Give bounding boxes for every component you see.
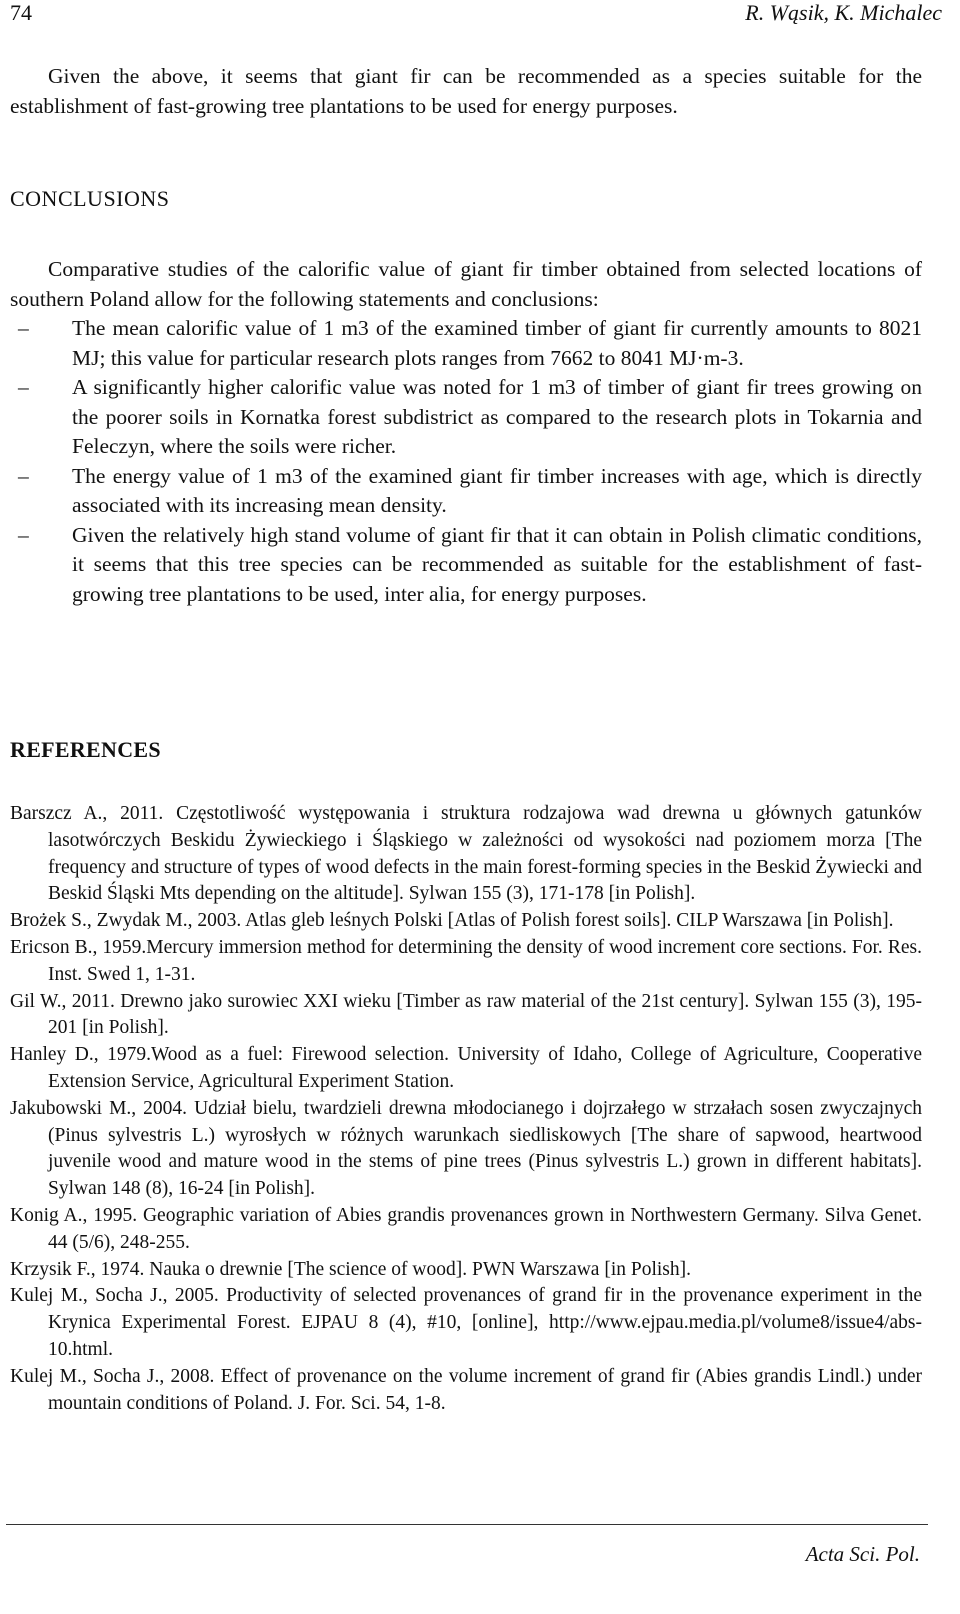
bullet-dash: – (18, 316, 29, 340)
conclusion-item (10, 373, 922, 462)
reference-item: Konig A., 1995. Geographic variation of Abies grandis provenances grown in Northwestern Germany. Silva Genet. 44 (5/6), 248-255. (10, 1204, 922, 1253)
conclusion-item (10, 462, 922, 521)
conclusions-lead: Comparative studies of the calorific value of giant fir timber obtained from selected locations of southern Poland allow for the following statements and conclusions: (10, 257, 922, 311)
reference-item: Hanley D., 1979.Wood as a fuel: Firewood selection. University of Idaho, College of Agriculture, Cooperative Extension Service, Agricultural Experiment Station. (10, 1044, 922, 1092)
conclusion-item (10, 314, 922, 373)
reference-item: Krzysik F., 1974. Nauka o drewnie [The science of wood]. PWN Warszawa [in Polish]. (10, 1258, 692, 1280)
references-list (10, 801, 922, 1417)
footer-divider (6, 1524, 928, 1525)
bullet-dash: – (18, 522, 29, 547)
reference-item: Gil W., 2011. Drewno jako surowiec XXI wieku [Timber as raw material of the 21st century]. Sylwan 155 (3), 195-201 [in Polish]. (10, 990, 922, 1039)
running-head-authors: R. Wąsik, K. Michalec (745, 0, 942, 25)
references-heading: REFERENCES (10, 737, 161, 762)
page-number: 74 (10, 0, 32, 25)
reference-item: Kulej M., Socha J., 2005. Productivity of selected provenances of grand fir in the provenance experiment in the Krynica Experimental Forest. EJPAU 8 (4), #10, [online], http://www.ejpau.media.pl/volume8/issue4/abs-10.html. (10, 1285, 922, 1360)
journal-name: Acta Sci. Pol. (805, 1542, 920, 1566)
reference-item: Brożek S., Zwydak M., 2003. Atlas gleb leśnych Polski [Atlas of Polish forest soils]. CILP Warszawa [in Polish]. (10, 910, 894, 932)
conclusion-text: Given the relatively high stand volume of giant fir that it can obtain in Polish climatic conditions, it seems that this tree species can be recommended as suitable for the establishment of fast-growing tree plantations to be used, inter alia, for energy purposes. (72, 522, 922, 606)
conclusions-list (10, 314, 922, 609)
reference-item: Kulej M., Socha J., 2008. Effect of provenance on the volume increment of grand fir (Abies grandis Lindl.) under mountain conditions of Poland. J. For. Sci. 54, 1-8. (10, 1365, 922, 1414)
conclusion-item (10, 521, 922, 610)
conclusion-text: The mean calorific value of 1 m3 of the examined timber of giant fir currently amounts to 8021 MJ; this value for particular research plots ranges from 7662 to 8041 MJ·m-3. (72, 316, 922, 370)
conclusions-heading: CONCLUSIONS (10, 186, 170, 211)
reference-item: Barszcz A., 2011. Częstotliwość występowania i struktura rodzajowa wad drewna u głównych gatunków lasotwórczych Beskidu Żywieckiego i Śląskiego w zależności od wysokości nad poziomem morza [The frequency and structure of types of wood defects in the main forest-forming species in the Beskid Żywiecki and Beskid Śląski Mts depending on the altitude]. Sylwan 155 (3), 171-178 [in Polish]. (10, 803, 922, 905)
bullet-dash: – (18, 375, 29, 399)
intro-paragraph: Given the above, it seems that giant fir can be recommended as a species suitable for the establishment of fast-growing tree plantations to be used for energy purposes. (10, 64, 922, 118)
bullet-dash: – (18, 463, 29, 488)
page-header (10, 0, 950, 40)
conclusion-text: The energy value of 1 m3 of the examined giant fir timber increases with age, which is directly associated with its increasing mean density. (72, 463, 922, 517)
reference-item: Jakubowski M., 2004. Udział bielu, twardzieli drewna młodocianego i dojrzałego w strzałach sosen zwyczajnych (Pinus sylvestris L.) wyrosłych w różnych warunkach siedliskowych [The share of sapwood, heartwood juvenile wood and mature wood in the stems of pine trees (Pinus sylvestris L.) grown in different habitats]. Sylwan 148 (8), 16-24 [in Polish]. (10, 1097, 922, 1200)
reference-item: Ericson B., 1959.Mercury immersion method for determining the density of wood increment core sections. For. Res. Inst. Swed 1, 1-31. (10, 936, 922, 985)
conclusion-text: A significantly higher calorific value was noted for 1 m3 of timber of giant fir trees growing on the poorer soils in Kornatka forest subdistrict as compared to the research plots in Tokarnia and Feleczyn, where the soils were richer. (72, 375, 922, 458)
